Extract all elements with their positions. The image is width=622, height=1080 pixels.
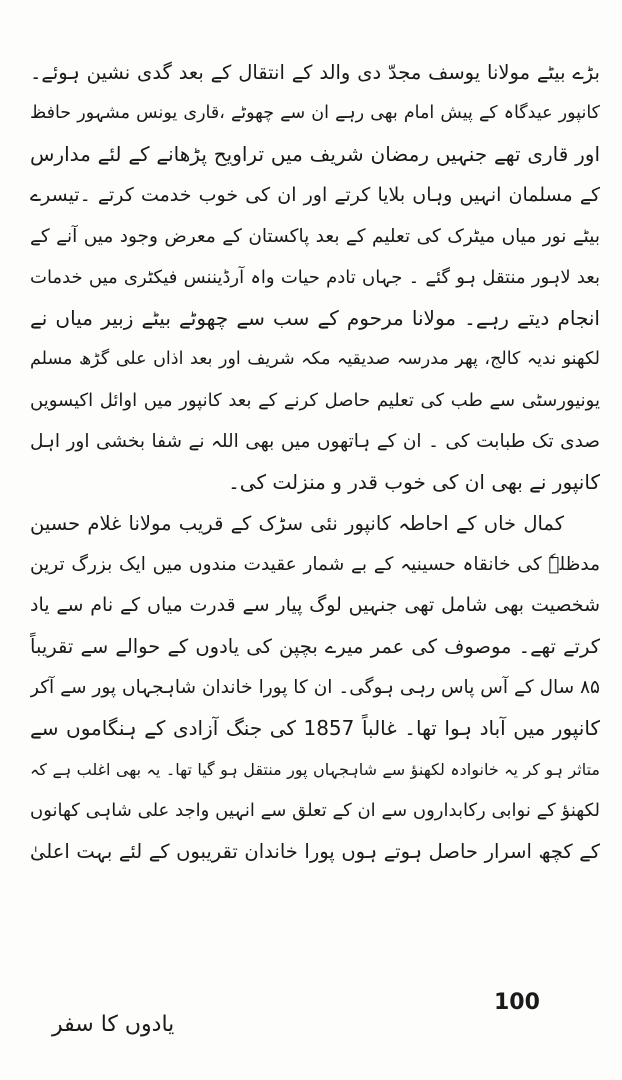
text-line: کانپور عیدگاہ کے پیش امام بھی رہے ان سے چھوٹے ،قاری یونس مشہور حافظ <box>30 103 600 123</box>
text-line: انجام دیتے رہے۔ مولانا مرحوم کے سب سے چھوٹے بیٹے زبیر میاں نے <box>30 306 600 330</box>
text-line: کے کچھ اسرار حاصل ہوتے ہوں پورا خاندان تقریبوں کے لئے بہت اعلیٰ <box>30 840 600 863</box>
text-line: کانپور نے بھی ان کی خوب قدر و منزلت کی۔ <box>228 470 600 494</box>
text-line: یونیورسٹی سے طب کی تعلیم حاصل کرنے کے بعد کانپور میں اوائل اکیسویں <box>30 390 600 411</box>
text-line: کے مسلمان انہیں وہاں بلایا کرتے اور ان کی خوب خدمت کرتے ۔تیسرے <box>30 184 600 206</box>
body-text <box>30 52 600 872</box>
book-title-footer: یادوں کا سفر <box>52 1012 175 1037</box>
page-number: 100 <box>494 990 540 1015</box>
text-line: شخصیت بھی شامل تھی جنہیں لوگ پیار سے قدرت میاں کے نام سے یاد <box>30 594 600 616</box>
text-line: کرتے تھے۔ موصوف کی عمر میرے بچپن کی یادوں کے حوالے سے تقریباً <box>30 635 600 658</box>
text-line: بیٹے نور میاں میٹرک کی تعلیم کے بعد پاکستان کے معرض وجود میں آنے کے <box>30 226 600 247</box>
text-line: متاثر ہو کر یہ خانوادہ لکھنؤ سے شاہجہاں پور منتقل ہو گیا تھا۔ یہ بھی اغلب ہے کہ <box>30 760 600 779</box>
text-line: کمال خاں کے احاطہ کانپور نئی سڑک کے قریب مولانا غلام حسین <box>30 512 564 535</box>
text-line: کانپور میں آباد ہوا تھا۔ غالباً 1857 کی جنگ آزادی کے ہنگاموں سے <box>30 716 600 740</box>
text-line: بعد لاہور منتقل ہو گئے ۔ جہاں تادم حیات واہ آرڈیننس فیکٹری میں خدمات <box>30 267 600 288</box>
text-line: لکھنو ندیہ کالج، پھر مدرسہ صدیقیہ مکہ شریف اور بعد اذاں علی گڑھ مسلم <box>30 349 600 369</box>
text-line: لکھنؤ کے نوابی رکابداروں سے ان کے تعلق سے انہیں واجد علی شاہی کھانوں <box>30 800 600 821</box>
text-line: مدظلہٗ کی خانقاہ حسینیہ کے بے شمار عقیدت مندوں میں ایک بزرگ ترین <box>30 554 600 575</box>
text-line: ۸۵ سال کے آس پاس رہی ہوگی۔ ان کا پورا خاندان شاہجہاں پور سے آکر <box>30 677 600 698</box>
text-line: بڑے بیٹے مولانا یوسف مجدّ دی والد کے انتقال کے بعد گدی نشین ہوئے۔ <box>30 61 600 84</box>
text-line: اور قاری تھے جنہیں رمضان شریف میں تراویح پڑھانے کے لئے مدارس <box>30 142 600 166</box>
text-line: صدی تک طبابت کی ۔ ان کے ہاتھوں میں بھی اللہ نے شفا بخشی اور اہل <box>30 431 600 452</box>
